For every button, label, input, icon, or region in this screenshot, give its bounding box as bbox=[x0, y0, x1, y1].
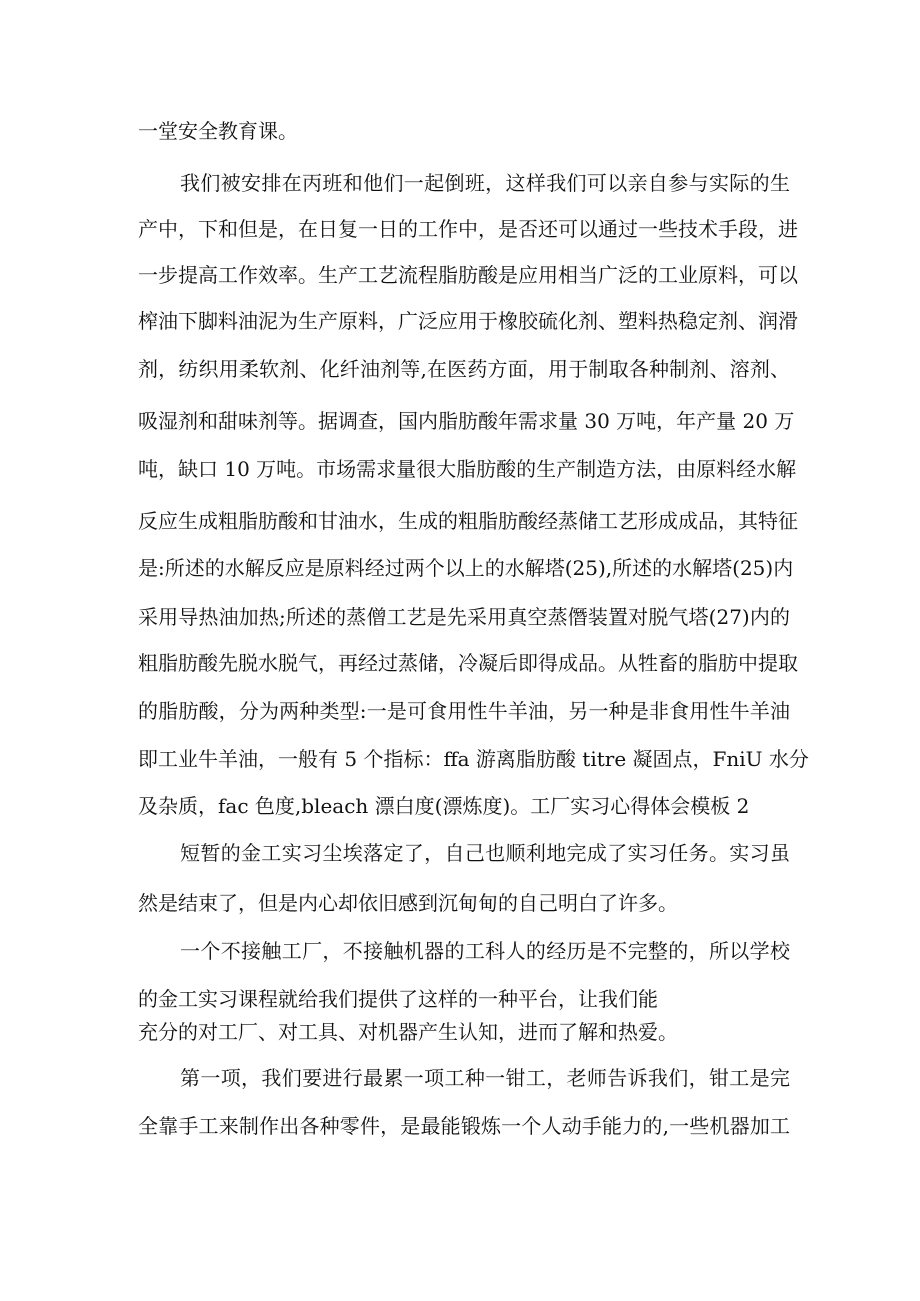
paragraph-first-line: 第一项，我们要进行最累一项工种一钳工，老师告诉我们，钳工是完 bbox=[180, 1066, 790, 1090]
text-line: 榨油下脚料油泥为生产原料，广泛应用于橡胶硫化剂、塑料热稳定剂、润滑 bbox=[138, 309, 798, 333]
text-line: 即工业牛羊油，一般有 5 个指标：ffa 游离脂肪酸 titre 凝固点，FniU 水分 bbox=[138, 747, 809, 771]
text-line: 吨，缺口 10 万吨。市场需求量很大脂肪酸的生产制造方法，由原料经水解 bbox=[138, 457, 797, 481]
text-line: 的金工实习课程就给我们提供了这样的一种平台，让我们能 bbox=[138, 987, 658, 1011]
text-line: 粗脂肪酸先脱水脱气，再经过蒸储，冷凝后即得成品。从牲畜的脂肪中提取 bbox=[138, 651, 798, 675]
text-line: 产中，下和但是，在日复一日的工作中，是否还可以通过一些技术手段，进 bbox=[138, 217, 798, 241]
text-line: 全靠手工来制作出各种零件，是最能锻炼一个人动手能力的,一些机器加工 bbox=[138, 1114, 790, 1138]
text-line: 一堂安全教育课。 bbox=[138, 119, 298, 143]
text-line: 反应生成粗脂肪酸和甘油水，生成的粗脂肪酸经蒸储工艺形成成品，其特征 bbox=[138, 509, 798, 533]
text-line: 的脂肪酸，分为两种类型:一是可食用性牛羊油，另一种是非食用性牛羊油 bbox=[138, 699, 790, 723]
text-line: 然是结束了，但是内心却依旧感到沉甸甸的自己明白了许多。 bbox=[138, 891, 678, 915]
paragraph-first-line: 短暂的金工实习尘埃落定了，自己也顺利地完成了实习任务。实习虽 bbox=[180, 841, 790, 865]
paragraph-first-line: 我们被安排在丙班和他们一起倒班，这样我们可以亲自参与实际的生 bbox=[180, 171, 790, 195]
text-line: 剂，纺织用柔软剂、化纤油剂等,在医药方面，用于制取各种制剂、溶剂、 bbox=[138, 357, 790, 381]
text-line: 充分的对工厂、对工具、对机器产生认知，进而了解和热爱。 bbox=[138, 1020, 678, 1044]
text-line: 是:所述的水解反应是原料经过两个以上的水解塔(25),所述的水解塔(25)内 bbox=[138, 556, 794, 580]
text-line: 一步提高工作效率。生产工艺流程脂肪酸是应用相当广泛的工业原料，可以 bbox=[138, 263, 798, 287]
text-line: 吸湿剂和甜味剂等。据调查，国内脂肪酸年需求量 30 万吨，年产量 20 万 bbox=[138, 409, 795, 433]
text-line: 采用导热油加热;所述的蒸僧工艺是先采用真空蒸僭装置对脱气塔(27)内的 bbox=[138, 605, 790, 629]
text-line: 及杂质，fac 色度,bleach 漂白度(漂炼度)。工厂实习心得体会模板 2 bbox=[138, 794, 750, 818]
paragraph-first-line: 一个不接触工厂，不接触机器的工科人的经历是不完整的，所以学校 bbox=[180, 939, 790, 963]
